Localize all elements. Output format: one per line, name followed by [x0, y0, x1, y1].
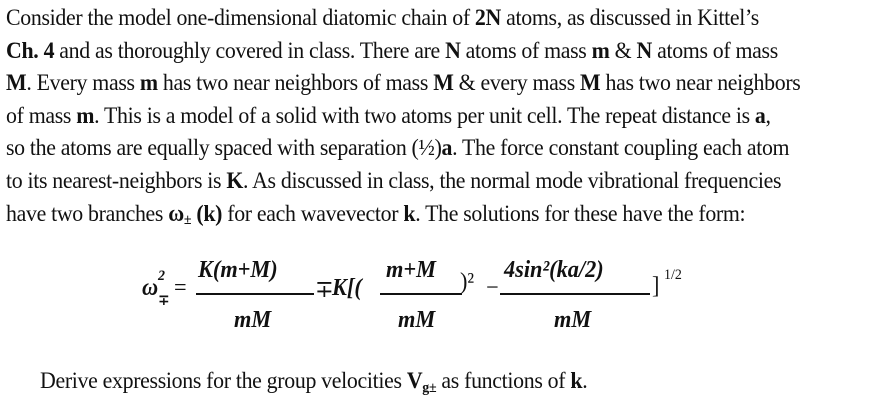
- text-line: [6, 100, 806, 133]
- text-segment: . This is a model of a solid with two atoms per unit cell. The repeat distance is: [94, 102, 755, 129]
- bold-term: k: [403, 200, 416, 227]
- omega-superscript: 2: [158, 268, 165, 284]
- fraction2-denominator: mM: [398, 307, 436, 333]
- text-segment: has two near neighbors: [600, 70, 801, 97]
- derive-middle: as functions of: [436, 368, 571, 394]
- fraction3-bar: [500, 293, 650, 295]
- bold-term: N: [445, 37, 461, 64]
- bold-term: N: [636, 37, 652, 64]
- half-power: 1/2: [664, 267, 682, 283]
- text-segment: of mass: [6, 102, 77, 129]
- equals-sign: =: [174, 275, 187, 301]
- text-segment: Consider the model one-dimensional diatomic chain of: [6, 5, 475, 31]
- text-line: [6, 35, 806, 68]
- bold-term: 2N: [474, 5, 501, 31]
- bold-term: a: [441, 135, 453, 162]
- text-segment: atoms, as discussed in Kittel’s: [500, 5, 759, 31]
- text-segment: so the atoms are equally spaced with separation (: [6, 135, 419, 162]
- text-segment: & every mass: [453, 70, 581, 97]
- bold-term: m: [76, 102, 95, 129]
- fraction3-denominator: mM: [554, 307, 592, 333]
- bold-term: ω: [168, 200, 184, 227]
- fraction2-bar: [380, 293, 462, 295]
- text-segment: have two branches: [6, 200, 169, 227]
- bold-term: M: [433, 70, 454, 97]
- text-segment: atoms of mass: [460, 37, 592, 64]
- fraction1-bar: [196, 293, 314, 295]
- bold-term: K: [226, 167, 244, 194]
- text-segment: . The solutions for these have the form:: [415, 200, 746, 227]
- text-line: [6, 198, 806, 231]
- bold-term: m: [139, 70, 158, 97]
- minus-plus-sign: ∓: [315, 277, 334, 303]
- bold-term: M: [6, 70, 27, 97]
- text-line: [6, 165, 806, 198]
- bold-term: M: [580, 70, 601, 97]
- fraction3-numerator: 4sin²(ka/2): [504, 257, 604, 283]
- group-velocity-symbol: V: [406, 368, 423, 394]
- wavevector-k: k: [570, 368, 583, 394]
- text-segment: atoms of mass: [651, 37, 778, 64]
- bold-term: m: [591, 37, 610, 64]
- text-line: [6, 2, 806, 35]
- group-velocity-subscript: g±: [422, 380, 437, 396]
- problem-statement: [6, 2, 866, 230]
- fraction2-numerator: m+M: [386, 257, 436, 283]
- derive-end: .: [582, 368, 588, 394]
- text-segment: to its nearest-neighbors is: [6, 167, 227, 194]
- omega-symbol: ω: [142, 275, 159, 301]
- text-segment: &: [609, 37, 637, 64]
- close-bracket: ]: [652, 273, 660, 299]
- derive-prefix: Derive expressions for the group velocities: [40, 368, 407, 394]
- derive-instruction: [40, 368, 587, 397]
- text-segment: . Every mass: [26, 70, 140, 97]
- text-segment: for each wavevector: [222, 200, 404, 227]
- bold-term: Ch. 4: [6, 37, 55, 64]
- bold-term: ±: [183, 211, 192, 228]
- text-segment: ,: [765, 102, 771, 129]
- k-bracket: K[(: [332, 275, 362, 301]
- text-segment: and as thoroughly covered in class. There are: [54, 37, 446, 64]
- bold-term: a: [754, 102, 766, 129]
- text-segment: has two near neighbors of mass: [157, 70, 434, 97]
- text-line: [6, 67, 806, 100]
- omega-subscript: ∓: [158, 293, 170, 309]
- bold-term: (k): [191, 200, 223, 227]
- text-segment: . The force constant coupling each atom: [452, 135, 790, 162]
- fraction1-denominator: mM: [234, 307, 272, 333]
- dispersion-equation: [142, 253, 842, 345]
- minus-sign: −: [486, 275, 499, 301]
- text-segment: ½: [418, 135, 435, 162]
- text-segment: ): [434, 135, 442, 162]
- text-segment: . As discussed in class, the normal mode vibrational frequencies: [243, 167, 782, 194]
- fraction1-numerator: K(m+M): [198, 257, 278, 283]
- text-line: [6, 132, 806, 165]
- squared-paren: )²: [460, 269, 475, 295]
